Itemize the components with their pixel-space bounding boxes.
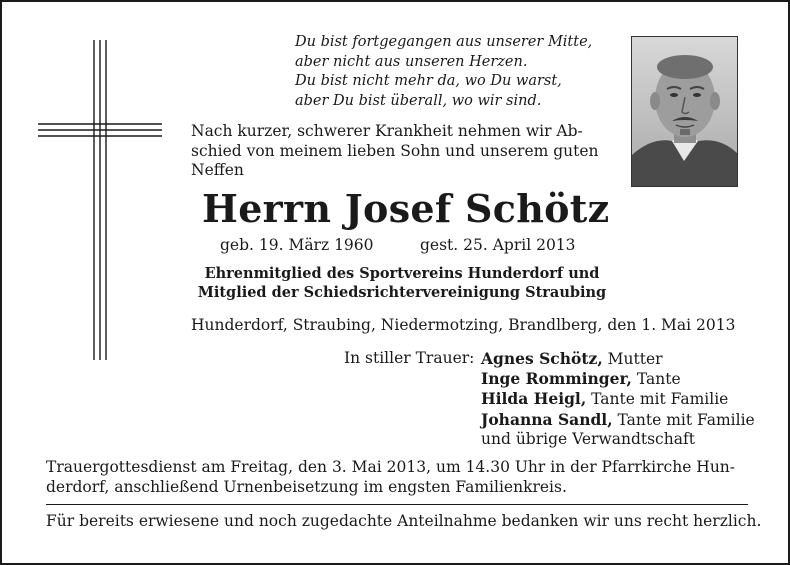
divider	[46, 504, 748, 505]
thanks-text: Für bereits erwiesene und noch zugedachte Anteilnahme bedanken wir uns recht herzlich.	[46, 512, 762, 530]
mourner-entry	[481, 369, 755, 389]
mourner-name: Johanna Sandl,	[481, 409, 613, 429]
honor-line: Ehrenmitglied des Sportvereins Hunderdorf und	[204, 265, 600, 282]
mourner-relation: und übrige Verwandtschaft	[481, 429, 695, 448]
service-line: derdorf, anschließend Urnenbeisetzung im engsten Familienkreis.	[46, 478, 567, 496]
mourner-relation: Tante	[636, 370, 681, 389]
honors	[197, 264, 607, 302]
intro-text	[191, 122, 599, 181]
mourner-entry	[481, 430, 755, 449]
intro-line: Nach kurzer, schwerer Krankheit nehmen wir Ab-	[191, 122, 583, 140]
mourner-entry	[481, 349, 755, 369]
cross-icon	[38, 40, 162, 360]
poem-line: Du bist fortgegangen aus unserer Mitte,	[295, 34, 593, 50]
mourner-entry	[481, 410, 755, 430]
mourner-relation: Tante mit Familie	[617, 410, 755, 429]
portrait-photo	[631, 36, 738, 187]
funeral-service	[46, 457, 735, 497]
poem	[295, 33, 592, 111]
mourner-entry	[481, 389, 755, 409]
death-date: gest. 25. April 2013	[420, 236, 576, 254]
mourner-relation: Mutter	[607, 350, 663, 368]
poem-line: aber nicht aus unseren Herzen.	[295, 53, 528, 70]
intro-line: Neffen	[191, 161, 244, 179]
service-line: Trauergottesdienst am Freitag, den 3. Mai 2013, um 14.30 Uhr in der Pfarrkirche Hun-	[46, 458, 736, 476]
poem-line: Du bist nicht mehr da, wo Du warst,	[295, 73, 562, 89]
deceased-name: Herrn Josef Schötz	[202, 186, 610, 231]
mourner-relation: Tante mit Familie	[591, 390, 729, 409]
mourner-name: Inge Romminger,	[481, 369, 632, 389]
mourner-name: Hilda Heigl,	[481, 389, 587, 409]
birth-date: geb. 19. März 1960	[220, 236, 374, 254]
mourners-list	[481, 349, 755, 449]
intro-line: schied von meinem lieben Sohn und unserem guten	[191, 141, 599, 160]
mourner-name: Agnes Schötz,	[481, 349, 603, 368]
place-date: Hunderdorf, Straubing, Niedermotzing, Brandlberg, den 1. Mai 2013	[191, 316, 736, 334]
poem-line: aber Du bist überall, wo wir sind.	[295, 92, 542, 109]
honor-line: Mitglied der Schiedsrichtervereinigung Straubing	[197, 284, 607, 301]
mourning-label: In stiller Trauer:	[344, 349, 475, 367]
